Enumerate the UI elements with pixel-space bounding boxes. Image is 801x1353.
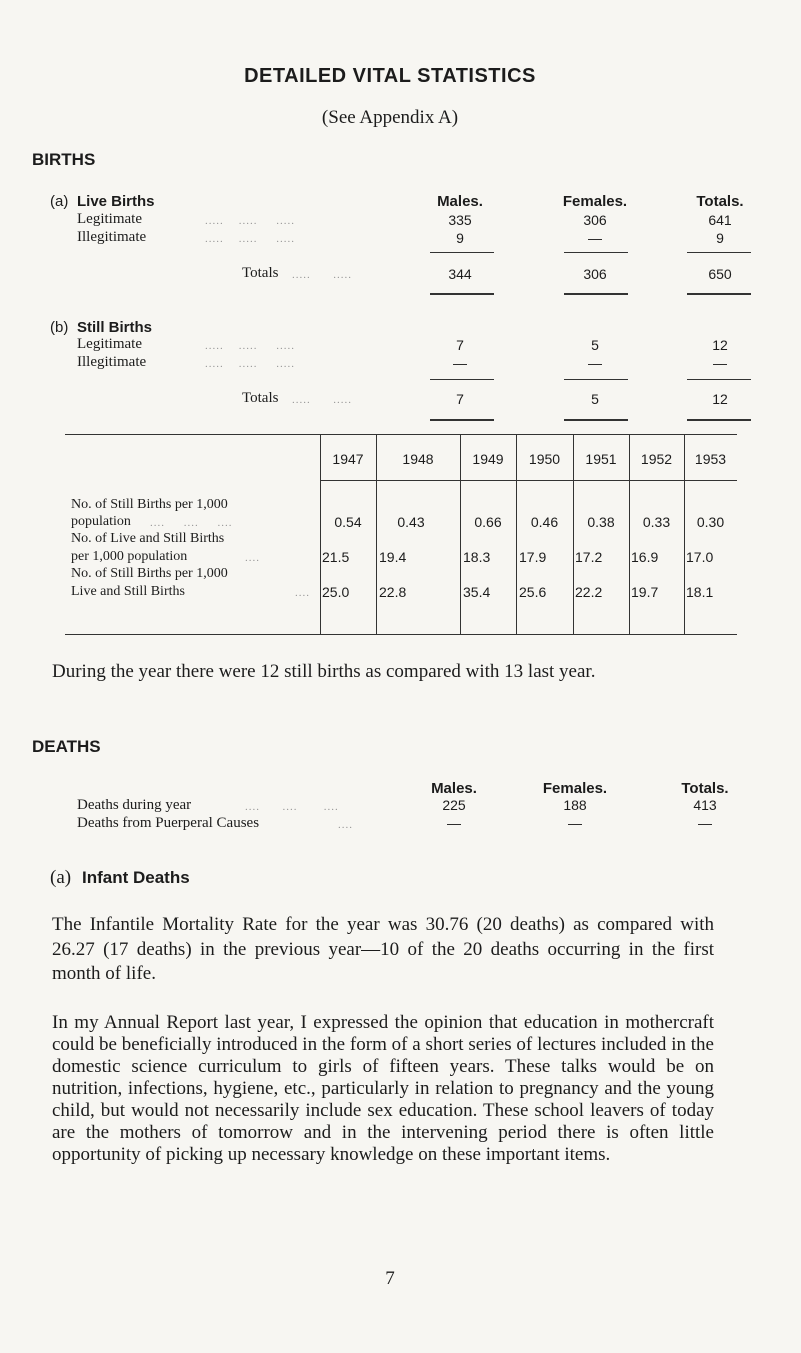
leader-dots: .... — [245, 552, 260, 564]
table-cell: 0.38 — [587, 514, 615, 530]
still-totals-label: Totals — [242, 390, 279, 406]
deaths-col-males: Males. — [431, 780, 477, 797]
leader-dots: ..... ..... — [292, 269, 352, 281]
table-cell: 0.66 — [474, 514, 502, 530]
deaths-row-label: Deaths during year — [77, 797, 192, 813]
table-row-label: Live and Still Births — [71, 584, 185, 599]
still-totals-females: 5 — [591, 391, 599, 407]
sum-rule — [687, 379, 751, 380]
table-cell: 35.4 — [463, 584, 491, 600]
live-illegit-totals: 9 — [716, 230, 724, 246]
still-legit-males: 7 — [456, 337, 464, 353]
still-totals-totals: 12 — [712, 391, 728, 407]
live-illegit-males: 9 — [456, 230, 464, 246]
table-cell: 21.5 — [322, 549, 350, 565]
table-cell: 17.2 — [575, 549, 603, 565]
deaths-totals: 413 — [693, 797, 717, 813]
year-header: 1953 — [694, 451, 727, 467]
leader-dots: ..... ..... ..... — [205, 233, 295, 245]
year-header: 1951 — [585, 451, 617, 467]
still-births-label: (b) — [50, 319, 69, 336]
births-heading: BIRTHS — [32, 150, 96, 169]
table-cell: 22.2 — [575, 584, 603, 600]
total-rule — [687, 293, 751, 295]
still-legit-totals: 12 — [712, 337, 728, 353]
table-cell: 0.43 — [397, 514, 425, 530]
live-births-title: Live Births — [77, 193, 155, 210]
still-illegit-males: — — [453, 355, 467, 371]
still-illegit-totals: — — [713, 355, 727, 371]
live-legit-males: 335 — [448, 212, 472, 228]
leader-dots: .... .... .... — [245, 801, 339, 813]
still-births-title: Still Births — [77, 319, 153, 336]
table-cell: 18.1 — [686, 584, 714, 600]
col-females: Females. — [562, 193, 628, 210]
sum-rule — [687, 252, 751, 253]
total-rule — [564, 293, 628, 295]
table-cell: 17.9 — [519, 549, 547, 565]
sum-rule — [564, 252, 628, 253]
year-header: 1949 — [472, 451, 504, 467]
puerperal-females: — — [568, 815, 582, 831]
leader-dots: .... .... .... — [150, 517, 233, 529]
row-label-legitimate: Legitimate — [77, 211, 142, 227]
table-cell: 0.33 — [642, 514, 671, 530]
table-row-label: No. of Still Births per 1,000 — [71, 566, 228, 581]
table-cell: 22.8 — [379, 584, 407, 600]
deaths-col-totals: Totals. — [681, 780, 729, 797]
table-row-label: population — [71, 514, 131, 529]
still-totals-males: 7 — [456, 391, 464, 407]
table-cell: 17.0 — [686, 549, 714, 565]
puerperal-totals: — — [698, 815, 712, 831]
leader-dots: ..... ..... ..... — [205, 215, 295, 227]
table-cell: 16.9 — [631, 549, 659, 565]
leader-dots: .... — [338, 819, 353, 831]
table-bottom-rule — [65, 634, 737, 635]
still-births-note: During the year there were 12 still births as compared with 13 last year. — [52, 661, 596, 682]
live-totals-label: Totals — [242, 265, 279, 281]
total-rule — [564, 419, 628, 421]
infant-paragraph-2: In my Annual Report last year, I expressed the opinion that education in mothercraft could be beneficially introduced in the form of a short series of lectures included in the domestic science curriculum to girls of fifteen years. These talks would be on nutrition, infections, hygiene, etc., particularly in relation to pregnancy and the young child, but would not necessarily include sex education. These school leavers of today are the mothers of tomorrow and in the intervening period there is often little opportunity of picking up necessary knowledge on these important items. — [52, 1012, 714, 1165]
infant-paragraph-1: The Infantile Mortality Rate for the year was 30.76 (20 deaths) as compared with 26.27 (17 deaths) in the previous year—10 of the 20 deaths occurring in the first month of life. — [52, 914, 714, 984]
leader-dots: ..... ..... ..... — [205, 340, 295, 352]
live-totals-females: 306 — [583, 266, 607, 282]
live-legit-females: 306 — [583, 212, 607, 228]
table-cell: 18.3 — [463, 549, 491, 565]
live-illegit-females: — — [588, 230, 602, 246]
still-legit-females: 5 — [591, 337, 599, 353]
puerperal-males: — — [447, 815, 461, 831]
page-number: 7 — [385, 1268, 395, 1289]
live-totals-males: 344 — [448, 266, 472, 282]
deaths-col-females: Females. — [542, 780, 608, 797]
table-cell: 0.30 — [696, 514, 725, 530]
live-totals-totals: 650 — [708, 266, 732, 282]
col-totals: Totals. — [696, 193, 744, 210]
deaths-males: 225 — [442, 797, 466, 813]
sum-rule — [430, 252, 494, 253]
table-row-label: per 1,000 population — [71, 549, 188, 564]
table-cell: 25.0 — [322, 584, 350, 600]
live-legit-totals: 641 — [708, 212, 732, 228]
total-rule — [430, 293, 494, 295]
row-label-legitimate: Legitimate — [77, 336, 142, 352]
year-header: 1952 — [640, 451, 673, 467]
leader-dots: .... — [295, 587, 310, 599]
table-top-rule — [65, 434, 737, 435]
col-males: Males. — [437, 193, 483, 210]
table-cell: 0.46 — [530, 514, 559, 530]
table-cell: 19.4 — [379, 549, 407, 565]
total-rule — [430, 419, 494, 421]
page-subtitle: (See Appendix A) — [321, 107, 459, 128]
table-cell: 0.54 — [334, 514, 362, 530]
still-illegit-females: — — [588, 355, 602, 371]
row-label-illegitimate: Illegitimate — [77, 354, 147, 370]
table-row-label: No. of Still Births per 1,000 — [71, 497, 228, 512]
infant-deaths-label: (a) — [50, 867, 72, 888]
table-row-label: No. of Live and Still Births — [71, 531, 225, 546]
page-title: DETAILED VITAL STATISTICS — [244, 65, 536, 87]
year-header: 1947 — [332, 451, 364, 467]
infant-deaths-title: Infant Deaths — [82, 868, 190, 887]
deaths-females: 188 — [563, 797, 587, 813]
live-births-label: (a) — [50, 193, 69, 210]
year-header: 1948 — [402, 451, 434, 467]
deaths-row-label: Deaths from Puerperal Causes — [77, 815, 260, 831]
sum-rule — [564, 379, 628, 380]
leader-dots: ..... ..... ..... — [205, 358, 295, 370]
table-cell: 25.6 — [519, 584, 547, 600]
sum-rule — [430, 379, 494, 380]
table-header-rule — [320, 480, 737, 481]
table-cell: 19.7 — [631, 584, 659, 600]
year-header: 1950 — [528, 451, 561, 467]
row-label-illegitimate: Illegitimate — [77, 229, 147, 245]
leader-dots: ..... ..... — [292, 394, 352, 406]
total-rule — [687, 419, 751, 421]
deaths-heading: DEATHS — [32, 737, 101, 756]
